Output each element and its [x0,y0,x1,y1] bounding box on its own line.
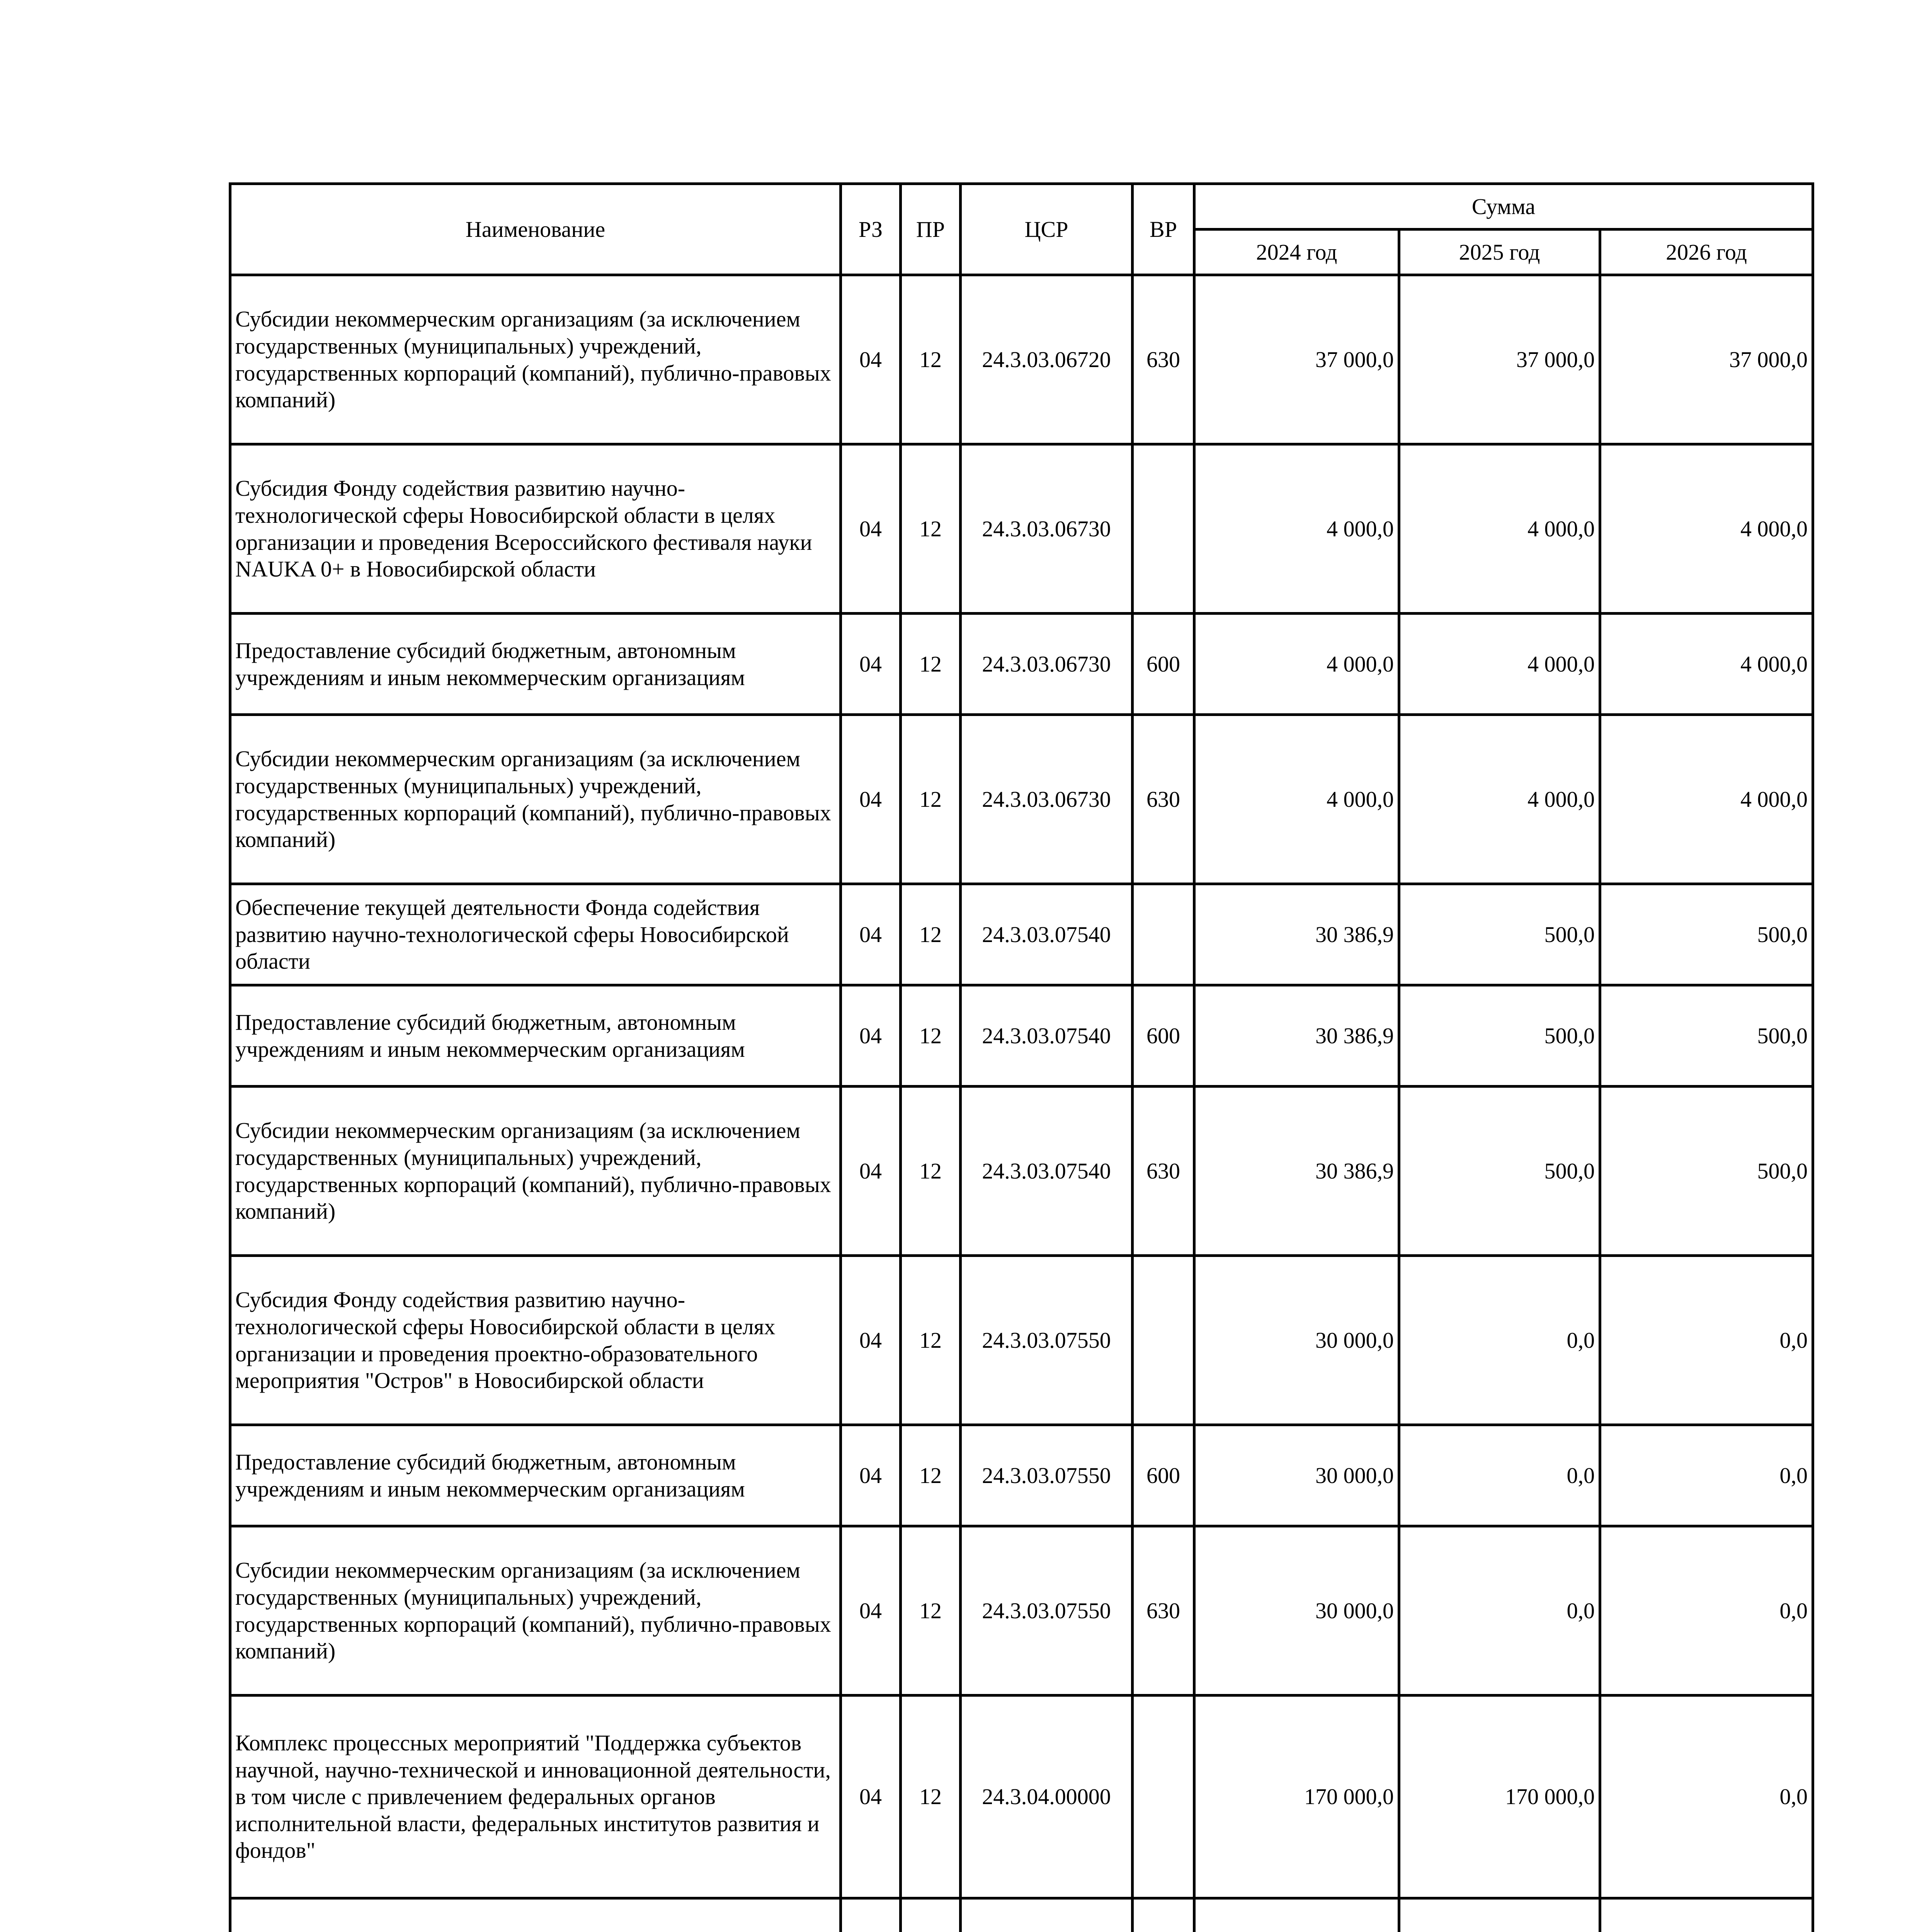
cell-name: Субсидии некоммерческим организациям (за исключением государственных (муниципальных) учреждений, государственных корпораций (компаний), публично-правовых компаний) [230,1087,841,1256]
cell-vr [1133,1256,1194,1425]
cell-pr: 12 [901,444,961,614]
table-row [230,985,1813,1087]
cell-rz: 04 [841,1526,901,1696]
table-row [230,1898,1813,1932]
cell-2026: 0,0 [1600,1256,1813,1425]
cell-2024: 30 386,9 [1194,884,1399,985]
header-vr: ВР [1133,184,1194,275]
cell-rz: 04 [841,275,901,444]
cell-name: Субсидии некоммерческим организациям (за исключением государственных (муниципальных) учреждений, государственных корпораций (компаний), публично-правовых компаний) [230,715,841,884]
cell-csr [961,1898,1133,1932]
cell-vr [1133,1696,1194,1898]
cell-vr: 630 [1133,1526,1194,1696]
cell-name: Субсидии некоммерческим организациям (за исключением государственных (муниципальных) учреждений, государственных корпораций (компаний), публично-правовых компаний) [230,1526,841,1696]
table-row [230,1087,1813,1256]
cell-csr: 24.3.03.07550 [961,1425,1133,1526]
cell-2024: 30 386,9 [1194,985,1399,1087]
budget-table [229,182,1814,1932]
cell-csr: 24.3.03.07540 [961,884,1133,985]
cell-name: Обеспечение текущей деятельности Фонда содействия развитию научно-технологической сферы Новосибирской области [230,884,841,985]
cell-2025: 0,0 [1399,1256,1600,1425]
cell-vr: 600 [1133,1425,1194,1526]
cell-2024: 30 000,0 [1194,1256,1399,1425]
cell-2025: 4 000,0 [1399,614,1600,715]
cell-name [230,1898,841,1932]
cell-vr: 630 [1133,1087,1194,1256]
cell-rz: 04 [841,1425,901,1526]
cell-name: Субсидии некоммерческим организациям (за исключением государственных (муниципальных) учреждений, государственных корпораций (компаний), публично-правовых компаний) [230,275,841,444]
cell-name: Предоставление субсидий бюджетным, автономным учреждениям и иным некоммерческим организациям [230,614,841,715]
cell-2024: 4 000,0 [1194,614,1399,715]
cell-2025: 500,0 [1399,884,1600,985]
cell-rz: 04 [841,985,901,1087]
cell-csr: 24.3.03.06730 [961,444,1133,614]
cell-pr: 12 [901,1256,961,1425]
cell-pr: 12 [901,985,961,1087]
header-sum: Сумма [1194,184,1813,230]
cell-2025: 500,0 [1399,1087,1600,1256]
cell-2025: 37 000,0 [1399,275,1600,444]
cell-2026: 4 000,0 [1600,715,1813,884]
cell-rz [841,1898,901,1932]
cell-name: Субсидия Фонду содействия развитию научно-технологической сферы Новосибирской области в целях организации и проведения Всероссийского фестиваля науки NAUKA 0+ в Новосибирской области [230,444,841,614]
header-csr: ЦСР [961,184,1133,275]
cell-vr: 600 [1133,614,1194,715]
cell-2024: 170 000,0 [1194,1696,1399,1898]
cell-name: Комплекс процессных мероприятий "Поддержка субъектов научной, научно-технической и инновационной деятельности, в том числе с привлечением федеральных органов исполнительной власти, федеральных институтов развития и фондов" [230,1696,841,1898]
cell-csr: 24.3.03.06720 [961,275,1133,444]
cell-2025: 4 000,0 [1399,444,1600,614]
table-row [230,614,1813,715]
table-row [230,444,1813,614]
cell-pr: 12 [901,1526,961,1696]
cell-2024 [1194,1898,1399,1932]
cell-csr: 24.3.03.07540 [961,1087,1133,1256]
cell-rz: 04 [841,614,901,715]
cell-pr: 12 [901,1087,961,1256]
cell-2024: 30 000,0 [1194,1425,1399,1526]
cell-vr: 600 [1133,985,1194,1087]
cell-2026: 0,0 [1600,1696,1813,1898]
table-header [230,184,1813,275]
cell-2025: 500,0 [1399,985,1600,1087]
cell-name: Субсидия Фонду содействия развитию научно-технологической сферы Новосибирской области в целях организации и проведения проектно-образовательного мероприятия "Остров" в Новосибирской области [230,1256,841,1425]
cell-csr: 24.3.03.07550 [961,1526,1133,1696]
cell-2026: 37 000,0 [1600,275,1813,444]
header-name: Наименование [230,184,841,275]
header-year-2024: 2024 год [1194,230,1399,275]
cell-2025: 0,0 [1399,1425,1600,1526]
cell-2026: 0,0 [1600,1526,1813,1696]
cell-vr: 630 [1133,715,1194,884]
cell-vr: 630 [1133,275,1194,444]
cell-rz: 04 [841,1256,901,1425]
cell-2026: 4 000,0 [1600,444,1813,614]
cell-2025: 170 000,0 [1399,1696,1600,1898]
cell-2024: 4 000,0 [1194,715,1399,884]
cell-2026 [1600,1898,1813,1932]
cell-vr [1133,884,1194,985]
cell-pr: 12 [901,1425,961,1526]
cell-vr [1133,1898,1194,1932]
cell-2024: 30 386,9 [1194,1087,1399,1256]
cell-2025 [1399,1898,1600,1932]
header-pr: ПР [901,184,961,275]
cell-name: Предоставление субсидий бюджетным, автономным учреждениям и иным некоммерческим организациям [230,985,841,1087]
cell-pr: 12 [901,884,961,985]
cell-rz: 04 [841,715,901,884]
table-row [230,715,1813,884]
cell-pr: 12 [901,1696,961,1898]
cell-pr: 12 [901,275,961,444]
table-row [230,275,1813,444]
cell-csr: 24.3.03.06730 [961,715,1133,884]
cell-2026: 500,0 [1600,1087,1813,1256]
cell-pr [901,1898,961,1932]
table-row [230,1425,1813,1526]
cell-2024: 4 000,0 [1194,444,1399,614]
cell-2025: 4 000,0 [1399,715,1600,884]
cell-2026: 500,0 [1600,884,1813,985]
cell-csr: 24.3.04.00000 [961,1696,1133,1898]
header-rz: РЗ [841,184,901,275]
table-row [230,1696,1813,1898]
cell-rz: 04 [841,444,901,614]
cell-2026: 0,0 [1600,1425,1813,1526]
table-body [230,275,1813,1932]
cell-rz: 04 [841,1696,901,1898]
cell-2024: 37 000,0 [1194,275,1399,444]
header-year-2026: 2026 год [1600,230,1813,275]
cell-vr [1133,444,1194,614]
header-year-2025: 2025 год [1399,230,1600,275]
table-row [230,1256,1813,1425]
cell-pr: 12 [901,614,961,715]
cell-2026: 4 000,0 [1600,614,1813,715]
cell-csr: 24.3.03.07540 [961,985,1133,1087]
cell-2026: 500,0 [1600,985,1813,1087]
cell-rz: 04 [841,884,901,985]
table-row [230,884,1813,985]
cell-2024: 30 000,0 [1194,1526,1399,1696]
cell-csr: 24.3.03.06730 [961,614,1133,715]
cell-name: Предоставление субсидий бюджетным, автономным учреждениям и иным некоммерческим организациям [230,1425,841,1526]
table-row [230,1526,1813,1696]
cell-rz: 04 [841,1087,901,1256]
cell-csr: 24.3.03.07550 [961,1256,1133,1425]
cell-2025: 0,0 [1399,1526,1600,1696]
cell-pr: 12 [901,715,961,884]
